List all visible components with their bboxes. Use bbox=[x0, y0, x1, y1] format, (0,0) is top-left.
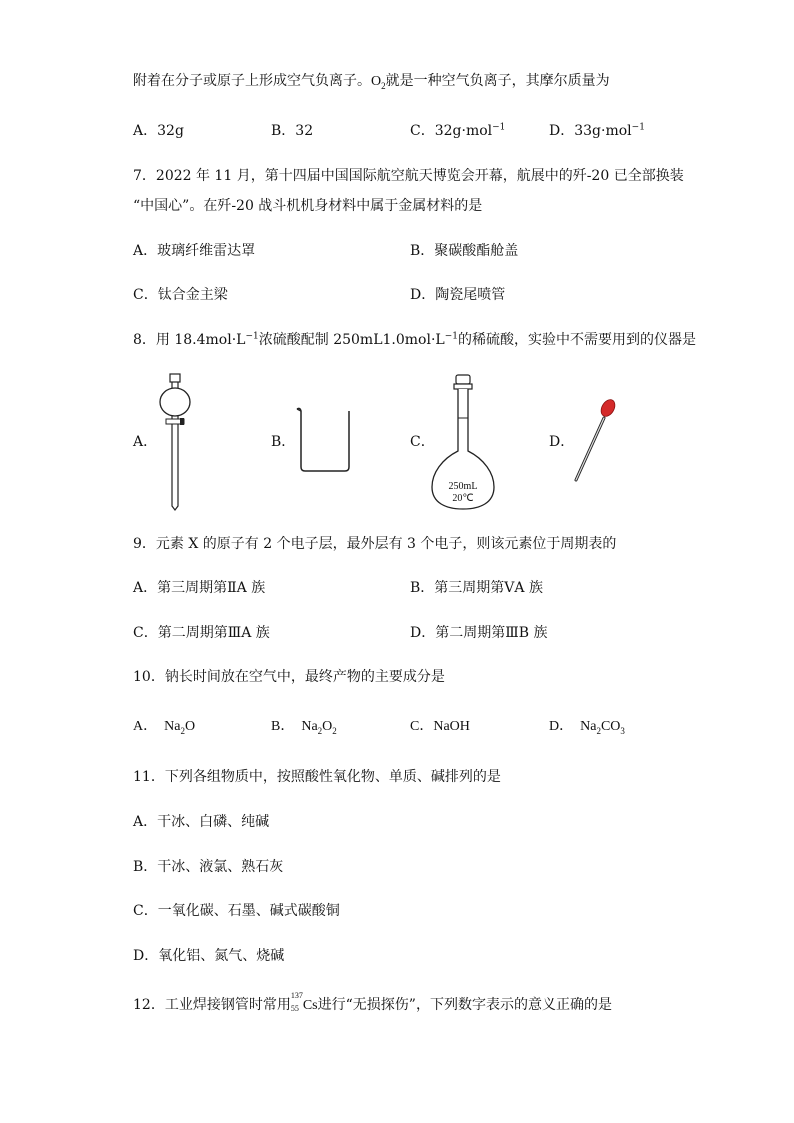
q7-option-c: C．钛合金主梁 bbox=[133, 287, 228, 303]
q12-stem: 12．工业焊接钢管时常用 137 55 Cs进行“无损探伤”，下列数字表示的意义正确的是 bbox=[133, 991, 612, 1013]
o2-formula: $O_2$ bbox=[371, 74, 386, 91]
q10-option-b: B． $Na_2O_2$ bbox=[271, 719, 337, 736]
q7-stem-line2: “中国心”。在歼-20 战斗机机身材料中属于金属材料的是 bbox=[133, 198, 483, 214]
q8-option-a-letter: A． bbox=[133, 434, 158, 450]
q10-option-a: A． $Na_2O$ bbox=[133, 719, 196, 736]
q8-option-c-letter: C． bbox=[410, 434, 435, 450]
q11-stem: 11．下列各组物质中，按照酸性氧化物、单质、碱排列的是 bbox=[133, 769, 501, 785]
separatory-funnel-icon bbox=[150, 372, 200, 514]
q9-stem: 9．元素 X 的原子有 2 个电子层，最外层有 3 个电子，则该元素位于周期表的 bbox=[133, 536, 617, 552]
q10-option-d: D． $Na_2CO_3$ bbox=[549, 719, 625, 736]
q8-option-d-letter: D． bbox=[549, 434, 575, 450]
beaker-icon bbox=[295, 405, 355, 475]
q11-option-b: B．干冰、液氯、熟石灰 bbox=[133, 859, 284, 875]
q6-option-a: A．32g bbox=[133, 123, 184, 139]
flask-temperature-label: 20℃ bbox=[452, 493, 474, 504]
q7-option-a: A．玻璃纤维雷达罩 bbox=[133, 243, 256, 259]
q6-option-d: D．33g·mol$^{-1}$ bbox=[549, 122, 645, 139]
volumetric-flask-icon bbox=[428, 373, 498, 513]
q7-option-d: D．陶瓷尾喷管 bbox=[410, 287, 506, 303]
q11-option-c: C．一氧化碳、石墨、碱式碳酸铜 bbox=[133, 903, 340, 919]
q6-option-b: B．32 bbox=[271, 123, 314, 139]
q10-option-c: C．NaOH bbox=[410, 719, 470, 734]
q9-option-a: A．第三周期第ⅡA 族 bbox=[133, 580, 266, 596]
q11-option-d: D．氧化铝、氮气、烧碱 bbox=[133, 948, 285, 964]
q10-stem: 10．钠长时间放在空气中，最终产物的主要成分是 bbox=[133, 669, 445, 685]
q6-stem-end: 就是一种空气负离子，其摩尔质量为 bbox=[385, 73, 610, 89]
q7-option-b: B．聚碳酸酯舱盖 bbox=[410, 243, 519, 259]
q8-option-b-letter: B． bbox=[271, 434, 296, 450]
q9-option-b: B．第三周期第ⅤA 族 bbox=[410, 580, 543, 596]
q6-stem-tail bbox=[133, 72, 610, 91]
dropper-icon bbox=[568, 396, 618, 486]
q8-stem: 8．用 $18.4mol\cdot L^{-1}$浓硫酸配制 $250mL1.0mol\cdot L^{-1}$的稀硫酸，实验中不需要用到的仪器是 bbox=[133, 331, 696, 348]
flask-volume-label: 250mL bbox=[448, 481, 478, 492]
q6-option-c: C．32g·mol$^{-1}$ bbox=[410, 122, 506, 139]
q9-option-c: C．第二周期第ⅢA 族 bbox=[133, 625, 270, 641]
q11-option-a: A．干冰、白磷、纯碱 bbox=[133, 814, 270, 830]
q9-option-d: D．第二周期第ⅢB 族 bbox=[410, 625, 548, 641]
cs-isotope: 137 55 Cs bbox=[290, 991, 318, 1013]
q7-stem-line1: 7．2022 年 11 月，第十四届中国国际航空航天博览会开幕，航展中的歼-20 已全部换装 bbox=[133, 168, 684, 184]
q6-stem-text: 附着在分子或原子上形成空气负离子。 bbox=[133, 73, 371, 89]
